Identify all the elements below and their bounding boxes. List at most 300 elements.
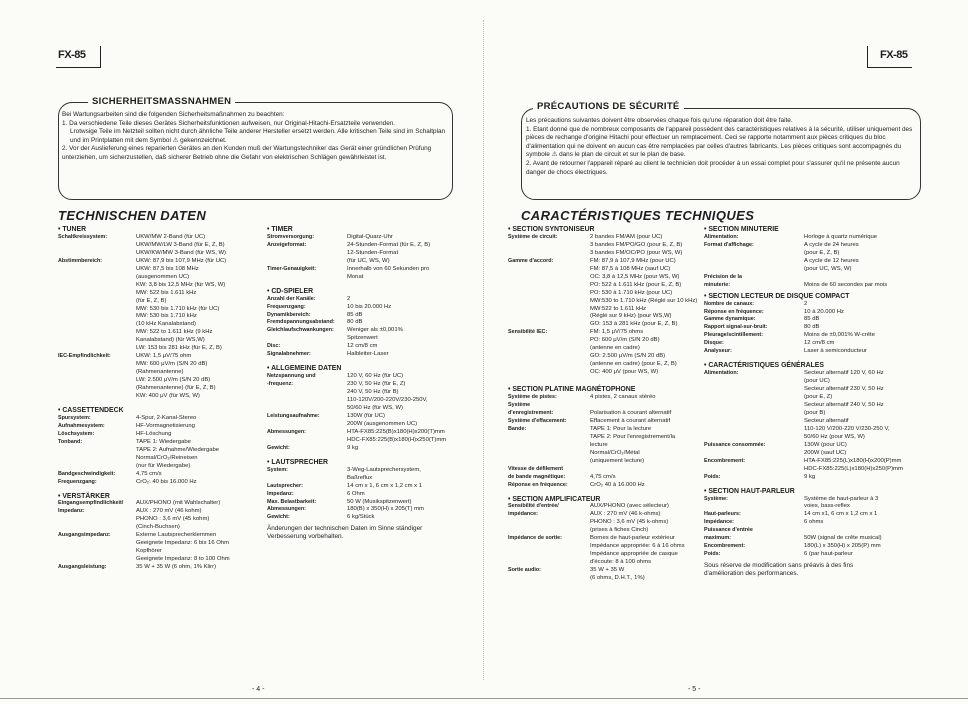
spec-key: Max. Belastbarkeit:	[267, 498, 317, 505]
spec-key	[58, 313, 136, 321]
spec-value: Kopfhörer	[136, 548, 162, 555]
spec-value: HDC-FX85:225(B)x180(H)x250(T)mm	[347, 436, 447, 443]
spec-key	[508, 290, 590, 298]
spec-key: de bande magnétique:	[508, 473, 566, 480]
spec-value: 200W (ausgenommen UC)	[347, 420, 418, 427]
spec-value: LW: 2.500 μV/m (S/N 20 dB)	[136, 377, 211, 384]
spec-row	[704, 282, 918, 290]
spec-key: Sensibilité IEC:	[508, 329, 548, 336]
spec-value: Effacement à courant alternatif	[590, 417, 671, 424]
spec-section-heading: • TUNER	[58, 226, 87, 233]
spec-key	[508, 282, 590, 290]
spec-value: 50/60 Hz (für WS, W)	[347, 405, 403, 412]
spec-value: 120 V, 60 Hz (für UC)	[347, 373, 404, 380]
spec-value: (antenne en cadre)	[590, 345, 640, 352]
spec-row	[508, 345, 703, 353]
spec-value: (prises à fiches Cinch)	[590, 527, 649, 534]
spec-column-right-1	[508, 226, 703, 583]
spec-value: PO: 530 à 1.710 kHz (pour UC)	[590, 289, 673, 296]
spec-value: 110-120 V/200-220 V/230-250 V,	[804, 425, 890, 432]
spec-key: Tonband:	[58, 438, 83, 445]
spec-value: 6 kg/Stück	[347, 514, 375, 521]
spec-value: A cycle de 24 heures	[804, 241, 859, 248]
spec-key	[508, 266, 590, 274]
spec-key	[58, 345, 136, 353]
spec-footnote: Verbesserung vorbehalten.	[267, 533, 344, 541]
spec-key: Gewicht:	[267, 444, 290, 451]
spec-key	[58, 298, 136, 306]
spec-key: Poids:	[704, 473, 721, 480]
spec-value: 12 cm/8 cm	[347, 343, 378, 350]
corner-mark-horizontal	[56, 67, 101, 68]
spec-key	[58, 540, 136, 548]
spacer	[267, 453, 465, 456]
spec-row	[508, 575, 703, 583]
spec-value: UKW: 87,5 bis 108 MHz	[136, 265, 199, 272]
spec-key	[508, 353, 590, 361]
spec-row	[58, 508, 256, 516]
spec-row	[508, 527, 703, 535]
spec-row	[508, 503, 703, 511]
spec-key	[704, 266, 804, 274]
spec-row	[508, 511, 703, 519]
spec-value: HDC-FX85:225(L)x180(H)x250(P)mm	[804, 465, 903, 472]
spec-value: Spitzenwert	[347, 335, 378, 342]
safety-intro-right: Les précautions suivantes doivent être observées chaque fois qu'une réparation doit être faite.	[526, 117, 793, 124]
spec-section-heading: • ALLGEMEINE DATEN	[267, 365, 342, 373]
spec-key	[58, 556, 136, 564]
spec-value: UKW/MW/LW 3-Band (für E, Z, B)	[136, 241, 225, 248]
spec-value: PO: 600 μV/m (S/N 20 dB)	[590, 337, 660, 344]
spec-key: Vitesse de défilement	[508, 465, 564, 472]
spec-row	[704, 242, 918, 250]
spec-value: Normal/CrO₂/Reineisen	[136, 454, 198, 461]
spec-value: MW: 522 bis 1.611 kHz	[136, 289, 197, 296]
spec-key: Eingangsempfindlichkeit/	[58, 500, 124, 507]
spec-row	[58, 306, 256, 314]
spec-value: (6 ohms, D.H.T., 1%)	[590, 575, 645, 582]
spec-row	[704, 378, 918, 386]
spec-value: Normal/CrO₂/Métal	[590, 449, 640, 456]
spec-row	[704, 316, 918, 324]
spec-row	[704, 250, 918, 258]
spec-value: 80 dB	[347, 319, 363, 326]
spec-key	[508, 313, 590, 321]
spec-row	[508, 458, 703, 466]
spec-key	[508, 361, 590, 369]
spec-key	[58, 329, 136, 337]
spec-key	[508, 442, 590, 450]
spec-key: Impédance:	[704, 519, 734, 526]
spec-key: Puissance d'entrée	[704, 527, 753, 534]
spec-key: Encombrement:	[704, 457, 746, 464]
spec-row	[508, 402, 703, 410]
spec-value: 14 cm x1, 6 cm x 1,2 cm x 1	[804, 511, 878, 518]
spec-key: Fremdspannungsabstand:	[267, 319, 335, 326]
spec-row	[704, 309, 918, 317]
spec-key	[508, 242, 590, 250]
spec-value: OC: 400 μV (pour WS, W)	[590, 369, 659, 376]
spec-key: Timer-Genauigkeit:	[267, 265, 317, 272]
spec-key	[704, 418, 804, 426]
spec-key	[58, 393, 136, 401]
spec-row	[704, 386, 918, 394]
spec-value: 4 pistes, 2 canaux stéréo	[590, 394, 656, 401]
spec-key: Analyseur:	[704, 348, 732, 355]
spec-row	[508, 298, 703, 306]
section-title-right: CARACTÉRISTIQUES TECHNIQUES	[521, 208, 755, 223]
spec-key	[58, 250, 136, 258]
spec-key: Dynamikbereich:	[267, 311, 311, 318]
spec-row	[58, 234, 256, 242]
spec-row	[58, 250, 256, 258]
spec-value: Bornes de haut-parleur extérieur	[590, 535, 675, 542]
spec-key: Frequenzgang:	[267, 303, 306, 310]
spec-value: Horloge à quartz numérique	[804, 233, 878, 240]
spec-value: (pour UC, WS, W)	[804, 265, 852, 272]
spec-row	[267, 429, 465, 437]
spec-value	[590, 402, 703, 410]
spec-row	[267, 499, 465, 507]
spec-value: 35 W + 35 W (6 ohm, 1% Klirr)	[136, 564, 217, 571]
spec-column-left-1	[58, 226, 256, 572]
spec-row	[58, 361, 256, 369]
spec-value: Externe Lautsprecherklemmen	[136, 532, 217, 539]
spec-row	[508, 450, 703, 458]
spec-key	[508, 345, 590, 353]
spec-row	[267, 266, 465, 274]
spec-key	[58, 282, 136, 290]
spec-key	[58, 274, 136, 282]
spec-row	[508, 418, 703, 426]
spec-value: 4,75 cm/s	[590, 473, 616, 480]
spec-key: Spursystem:	[58, 414, 91, 421]
spec-value: 200W (sauf UC)	[804, 449, 847, 456]
spec-key	[508, 519, 590, 527]
spec-row	[58, 329, 256, 337]
spec-value: HTA-FX85:225(L)x180(H)x200(P)mm	[804, 457, 902, 464]
model-label-left: FX-85	[58, 49, 86, 61]
spec-row	[704, 402, 918, 410]
spec-key: Bandgeschwindigkeit:	[58, 470, 116, 477]
spec-value: A cycle de 12 heures	[804, 257, 859, 264]
spec-key	[58, 524, 136, 532]
spec-value: 14 cm x 1, 6 cm x 1,2 cm x 1	[347, 482, 422, 489]
spec-row	[267, 397, 465, 405]
spec-value: 85 dB	[804, 316, 820, 323]
page-number-left: - 4 -	[252, 686, 265, 693]
spec-value: (pour E, Z, B)	[804, 249, 840, 256]
spec-key	[267, 250, 347, 258]
spec-row	[58, 439, 256, 447]
spec-value: lecture	[590, 441, 608, 448]
spec-key: Anzahl der Kanäle:	[267, 295, 316, 302]
spec-key	[58, 361, 136, 369]
spec-value: 50W (signal de crête musical)	[804, 535, 882, 542]
spec-key: Système de pistes:	[508, 394, 557, 401]
spec-value: CrO₂ 40 à 16.000 Hz	[590, 481, 645, 488]
spec-value: TAPE 1: Pour la lecture	[590, 425, 652, 432]
spec-row	[704, 496, 918, 504]
spec-value: Laser à semiconducteur	[804, 348, 867, 355]
spec-row	[58, 463, 256, 471]
spec-value: 35 W + 35 W	[590, 567, 625, 574]
spec-value: (pour E, Z)	[804, 394, 833, 401]
spec-row	[267, 335, 465, 343]
spec-row	[508, 282, 703, 290]
scan-edge	[0, 698, 968, 699]
spec-row	[508, 337, 703, 345]
spec-value: KW: 400 μV (für WS, W)	[136, 393, 200, 400]
spec-row	[267, 413, 465, 421]
spec-row	[704, 301, 918, 309]
spec-row	[267, 421, 465, 429]
spec-row	[704, 258, 918, 266]
spec-key	[58, 266, 136, 274]
spec-value: OC: 3,8 à 12,5 MHz (pour WS, W)	[590, 273, 680, 280]
spec-row	[267, 312, 465, 320]
spec-row	[267, 506, 465, 514]
spec-row	[508, 321, 703, 329]
spec-row	[58, 353, 256, 361]
spec-row	[704, 474, 918, 482]
spec-key: Alimentation:	[704, 233, 739, 240]
spec-value: (für UC, WS, W)	[347, 257, 390, 264]
spec-key	[58, 516, 136, 524]
spec-row	[508, 258, 703, 266]
spec-row	[267, 475, 465, 483]
spec-row	[58, 282, 256, 290]
spec-key: Poids:	[704, 551, 721, 558]
spec-row	[267, 405, 465, 413]
spec-row	[508, 290, 703, 298]
spec-value: MW: 600 μV/m (S/N 20 dB)	[136, 361, 208, 368]
spec-row	[704, 266, 918, 274]
spec-key: Disque:	[704, 340, 724, 347]
spec-value: (pour B)	[804, 409, 826, 416]
spec-value: AUX/PHONO (avec sélecteur)	[590, 503, 669, 510]
spec-row	[508, 535, 703, 543]
spec-value: (Cinch-Buchsen)	[136, 524, 180, 531]
spec-row	[58, 479, 256, 487]
spec-value: 24-Stunden-Format (für E, Z, B)	[347, 241, 431, 248]
spec-key: d'enregistrement:	[508, 409, 554, 416]
spec-key: Pleurage/scintillement:	[704, 332, 764, 339]
spec-key: Précision de la	[704, 273, 743, 280]
spec-row	[267, 304, 465, 312]
spec-key: Disc:	[267, 343, 281, 350]
spec-value: UKW/KW/MW 3-Band (für WS, W)	[136, 249, 226, 256]
spec-row	[704, 332, 918, 340]
spec-row	[267, 242, 465, 250]
spec-value: (Réglé sur 9 kHz) (pour WS,W)	[590, 313, 672, 320]
spec-row	[704, 519, 918, 527]
spec-row	[58, 415, 256, 423]
spec-value: MW: 522 to 1.611 kHz (9 kHz	[136, 329, 213, 336]
spec-row	[704, 274, 918, 282]
spec-row	[58, 266, 256, 274]
spec-value: Geeignete Impedanz: 6 bis 16 Ohm	[136, 540, 229, 547]
spec-row	[508, 559, 703, 567]
spec-row	[704, 324, 918, 332]
spec-key: Sortie audio:	[508, 567, 541, 574]
safety-text-right	[526, 117, 916, 177]
spec-row	[58, 242, 256, 250]
spacer	[58, 487, 256, 490]
spec-key	[58, 337, 136, 345]
spec-key: Ausgangsimpedanz:	[58, 532, 111, 539]
spec-value: 6 Ohm	[347, 490, 365, 497]
spec-row	[267, 483, 465, 491]
spec-key: Gleichlaufschwankungen:	[267, 327, 334, 334]
spec-value	[804, 274, 918, 282]
spec-key	[267, 335, 347, 343]
spec-value: 2	[804, 300, 808, 307]
spec-row	[704, 340, 918, 348]
spec-value: Digital-Quarz-Uhr	[347, 233, 393, 240]
spec-key	[267, 389, 347, 397]
spec-section-heading: • CARACTÉRISTIQUES GÉNÉRALES	[704, 362, 824, 370]
spec-key	[508, 527, 590, 535]
spec-value: MW:530 to 1.710 kHz (Réglé sur 10 kHz)	[590, 297, 698, 304]
spec-value	[804, 527, 918, 535]
spec-row	[704, 458, 918, 466]
spec-key: Impédance de sortie:	[508, 535, 562, 542]
spec-key: Gewicht:	[267, 514, 290, 521]
spec-row	[267, 373, 465, 381]
spec-value: (Rahmenantenne) (für E, Z, B)	[136, 385, 216, 392]
spec-key	[704, 410, 804, 418]
spec-value: Moins de 60 secondes par mois	[804, 281, 888, 288]
spec-key	[58, 242, 136, 250]
spec-value: GO: 153 à 281 kHz (pour E, Z, B)	[590, 321, 678, 328]
spec-value: 130W (für UC)	[347, 412, 385, 419]
spec-key: System:	[267, 466, 288, 473]
spec-row	[508, 313, 703, 321]
spec-key: Rapport signal-sur-bruit:	[704, 324, 768, 331]
spec-key	[704, 386, 804, 394]
safety-title-right: PRÉCAUTIONS DE SÉCURITÉ	[533, 101, 684, 112]
spec-value: 80 dB	[804, 324, 820, 331]
spec-key: Alimentation:	[704, 370, 739, 377]
spec-section-heading: • CD-SPIELER	[267, 287, 314, 295]
spacer	[508, 380, 703, 383]
spec-key	[267, 421, 347, 429]
spec-value: PHONO : 3,6 mV (45 kohm)	[136, 516, 210, 523]
spec-value: (pour UC)	[804, 378, 830, 385]
spec-key	[58, 369, 136, 377]
spec-section-heading: • TIMER	[267, 226, 293, 233]
spec-value: 85 dB	[347, 311, 363, 318]
spec-key: minuterie:	[704, 281, 731, 288]
spec-value: Moins de ±0,001% W-crête	[804, 332, 875, 339]
spec-row	[267, 327, 465, 335]
corner-mark-horizontal-right	[867, 67, 912, 68]
spec-key	[508, 306, 590, 314]
spec-row	[704, 551, 918, 559]
spec-key: Anzeigeformat:	[267, 241, 307, 248]
spec-row	[267, 343, 465, 351]
spec-value: Impédance appropriée: 6 à 16 ohms	[590, 543, 685, 550]
spec-key: Format d'affichage:	[704, 241, 754, 248]
spec-section-heading: • SECTION SYNTONISEUR	[508, 226, 595, 233]
spec-section-heading: • SECTION PLATINE MAGNÉTOPHONE	[508, 386, 636, 394]
spec-value: FM: 87,9 à 107,9 MHz (pour UC)	[590, 257, 676, 264]
spec-key: maximum:	[704, 535, 731, 542]
spec-key	[58, 306, 136, 314]
spec-key: Abstimmbereich:	[58, 257, 103, 264]
spec-row	[704, 394, 918, 402]
safety-item-1-right: 1. Etant donné que de nombreux composants de l'appareil possèdent des caractéristiques relatives à la sécurité, utiliser uniquement des pièces de rechange d'origine Hitachi pour effectuer un remplacement. Ceci se rapporte notamment aux pièces critiques du bloc d'alimentation qui ne doivent en aucun cas être remplacées par celles d'autres fabricants. Les pièces critiques sont accompagnés du symbole ⚠ dans le plan de circuit et sur le plan de base.	[526, 125, 913, 159]
section-title-left: TECHNISCHEN DATEN	[58, 208, 207, 223]
spec-key: Gamme dynamique:	[704, 316, 756, 323]
spec-key: Nombre de canaux:	[704, 300, 755, 307]
spec-value: 2	[347, 295, 351, 302]
spec-value: UKW/MW 2-Band (für UC)	[136, 233, 206, 240]
spec-key: Abmessungen:	[267, 428, 306, 435]
spec-value: LW: 153 bis 281 kHz (für E, Z, B)	[136, 345, 222, 352]
spec-section-heading: • LAUTSPRECHER	[267, 458, 328, 466]
spec-key	[704, 402, 804, 410]
spec-key	[58, 447, 136, 455]
spec-row	[508, 250, 703, 258]
spec-row	[704, 348, 918, 356]
spec-key	[58, 321, 136, 329]
spec-row	[704, 543, 918, 551]
safety-title-left: SICHERHEITSMASSNAHMEN	[88, 96, 235, 107]
spec-value: 12 cm/8 cm	[804, 340, 835, 347]
spec-value: 240 V, 50 Hz (für B)	[347, 389, 399, 396]
spec-value: d'écoute: 8 à 100 ohms	[590, 559, 652, 566]
spec-row	[508, 551, 703, 559]
spec-key	[508, 450, 590, 458]
spec-row	[704, 370, 918, 378]
spec-row	[508, 426, 703, 434]
spec-value: Weniger als ±0,001%	[347, 327, 403, 334]
spec-row	[58, 500, 256, 508]
spec-row	[58, 548, 256, 556]
spec-key	[508, 434, 590, 442]
spec-footnote: Sous réserve de modification sans préavis à des fins	[704, 562, 854, 570]
spec-row	[58, 313, 256, 321]
spec-row	[508, 466, 703, 474]
spec-value: (für E, Z, B)	[136, 297, 167, 304]
spec-key: IEC-Empfindlichkeit:	[58, 353, 111, 360]
spec-key: Stromversorgung:	[267, 233, 315, 240]
spec-key	[704, 426, 804, 434]
spec-key	[508, 337, 590, 345]
spec-row	[508, 442, 703, 450]
spec-row	[267, 491, 465, 499]
spec-key	[508, 298, 590, 306]
spec-section-heading: • VERSTÄRKER	[58, 492, 110, 500]
spec-key	[58, 385, 136, 393]
spec-key: Löschsystem:	[58, 430, 95, 437]
spec-key: Système:	[704, 495, 728, 502]
spec-value: 3 bandes FM/OC/PO (pour WS, W)	[590, 249, 683, 256]
spec-key: impédance:	[508, 511, 538, 518]
spec-row	[508, 234, 703, 242]
spec-key	[508, 551, 590, 559]
spec-value: TAPE 2: Aufnahme/Wiedergabe	[136, 446, 220, 453]
spec-row	[704, 527, 918, 535]
spec-key: Lautsprecher:	[267, 482, 303, 489]
spec-row	[58, 524, 256, 532]
spec-value: 4-Spur, 2-Kanal-Stereo	[136, 414, 197, 421]
safety-item-2-right: 2. Avant de retourner l'appareil réparé au client le technicien doit procéder à un essai complet pour s'assurer qu'il ne présente aucun danger de chocs électriques.	[526, 159, 900, 176]
spec-value: AUX : 270 mV (46 kohm)	[136, 508, 202, 515]
spec-row	[267, 296, 465, 304]
